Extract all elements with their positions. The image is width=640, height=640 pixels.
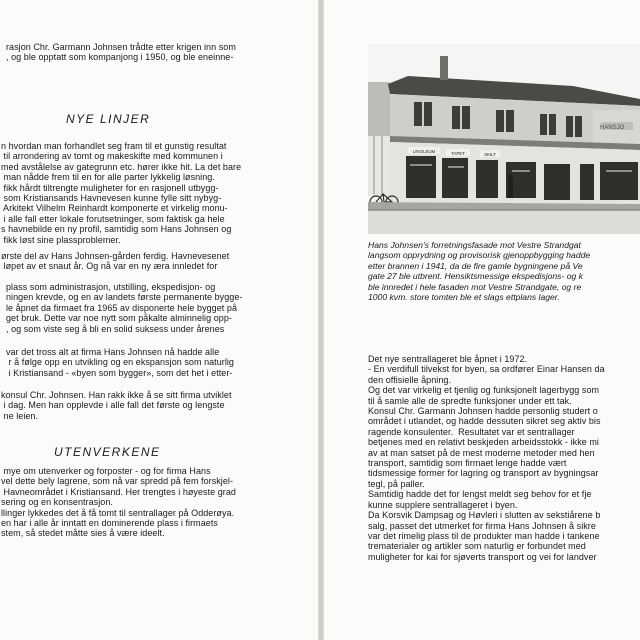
- paragraph-utstilling: plass som administrasjon, utstilling, ekspedisjon- og ningen krevde, og en av landets første permanente bygge- le åpnet da firmaet fra 1965 av disponerte hele bygget på get bruk. Dette var noe nytt som påkalte alminnelig opp- , og som viste seg å bli en solid suksess under årenes: [6, 282, 243, 334]
- paragraph-utenverker: mye om utenverker og forposter - og for firma Hans vel dette bely lagrene, som nå var spredd på fem forskjel- Havneområdet i Kristiansand. Her trengtes i høyeste grad sering og en konsentrasjon. llinger lykkedes det å få tomt til sentrallager på Odderøya. en har i alle år inntatt en dominerende plass i firmaets stem, så stedet måtte sies å være ideelt.: [1, 466, 236, 539]
- photo-sign-skilt: SKILT: [484, 152, 496, 157]
- paragraph-arrondering: n hvordan man forhandlet seg fram til et gunstig resultat til arrondering av tomt og makeskifte med kommunen i med avstålelse av gategrunn etc. hører ikke hit. La det bare man nådde frem til en for alle parter lykkelig løsning. fikk hårdt tiltrengte muligheter for en rasjonell utbygg- som Kristiansands Havnevesen kunne fylle sitt nybyg- Arkitekt Vilhelm Reinhardt komponerte et virkelig monu- i alle fall etter lokale forutsetninger, som faktisk ga hele s havnebilde en ny profil, samtidig som Hans Johnsen og fikk løst sine plassproblemer.: [1, 141, 242, 245]
- paragraph-sentrallager: Det nye sentrallageret ble åpnet i 1972. - En verdifull tilvekst for byen, sa ordfører Einar Hansen da den offisielle åpning. Og det var virkelig et tjenlig og funksjonelt lagerbygg som til å samle alle de spredte funksjoner under ett tak. Konsul Chr. Garmann Johnsen hadde personlig studert o området i utlandet, og hadde dessuten sikret seg aktiv bis ragende konsulenter. Resultatet var et sentrallager betjenes med en relativt beskjeden arbeidsstokk - ikke mi av at man satset på de mest moderne metoder med hen transport, samtidig som firmaet lenge hadde vært tidsmessige former for lagring og transport av bygningsar tegl, på paller. Samtidig hadde det for lengst meldt seg behov for et fje kunne supplere sentrallageret i byen. Da Korsvik Dampsag og Høvleri i slutten av sekstiårene b salg, passet det utmerket for firma Hans Johnsen å sikre var det rimelig plass til de produkter man hadde i tankene trematerialer og artikler som naturlig er forbundet med muligheter for kai for sjøverts transport og vei for landver: [368, 354, 605, 562]
- photo-sign-partial: HANSJO: [600, 125, 625, 131]
- paragraph-ferdig: ørste del av Hans Johnsen-gården ferdig. Havnevesenet løpet av et snaut år. Og nå var en ny æra innledet for: [1, 251, 230, 272]
- intro-paragraph: rasjon Chr. Garmann Johnsen trådte etter krigen inn som , og ble opptatt som kompanjong i 1950, og ble eneinne-: [6, 42, 236, 63]
- photo-caption: Hans Johnsen's forretningsfasade mot Vestre Strandgat langsom opprydning og provisorisk gjenoppbygging hadde etter brannen i 1941, da de fire gamle bygningene på Ve gate 27 ble utbrent. Hensiktsmessige ekspedisjons- og k ble innredet i hele fasaden mot Vestre Strandgate, og re 1000 kvm. store tomten ble et slags ettplans lager.: [368, 240, 591, 303]
- left-page: [0, 0, 318, 640]
- paragraph-ekspansjon: var det tross alt at firma Hans Johnsen nå hadde alle r å følge opp en utvikling og en ekspansjon som naturlig i Kristiansand - «byen som bygger», som det het i etter-: [6, 347, 234, 378]
- heading-nye-linjer: NYE LINJER: [66, 112, 151, 126]
- photo-sign-tapet: TAPET: [451, 151, 465, 156]
- storefront-photo: [368, 44, 640, 234]
- paragraph-konsul: konsul Chr. Johnsen. Han rakk ikke å se sitt firma utviklet i dag. Men han opplevde i alle fall det første og lengste ne leien.: [1, 390, 232, 421]
- heading-utenverkene: UTENVERKENE: [54, 445, 161, 459]
- right-page: [324, 0, 640, 640]
- photo-sign-linoleum: LINOLEUM: [412, 149, 436, 154]
